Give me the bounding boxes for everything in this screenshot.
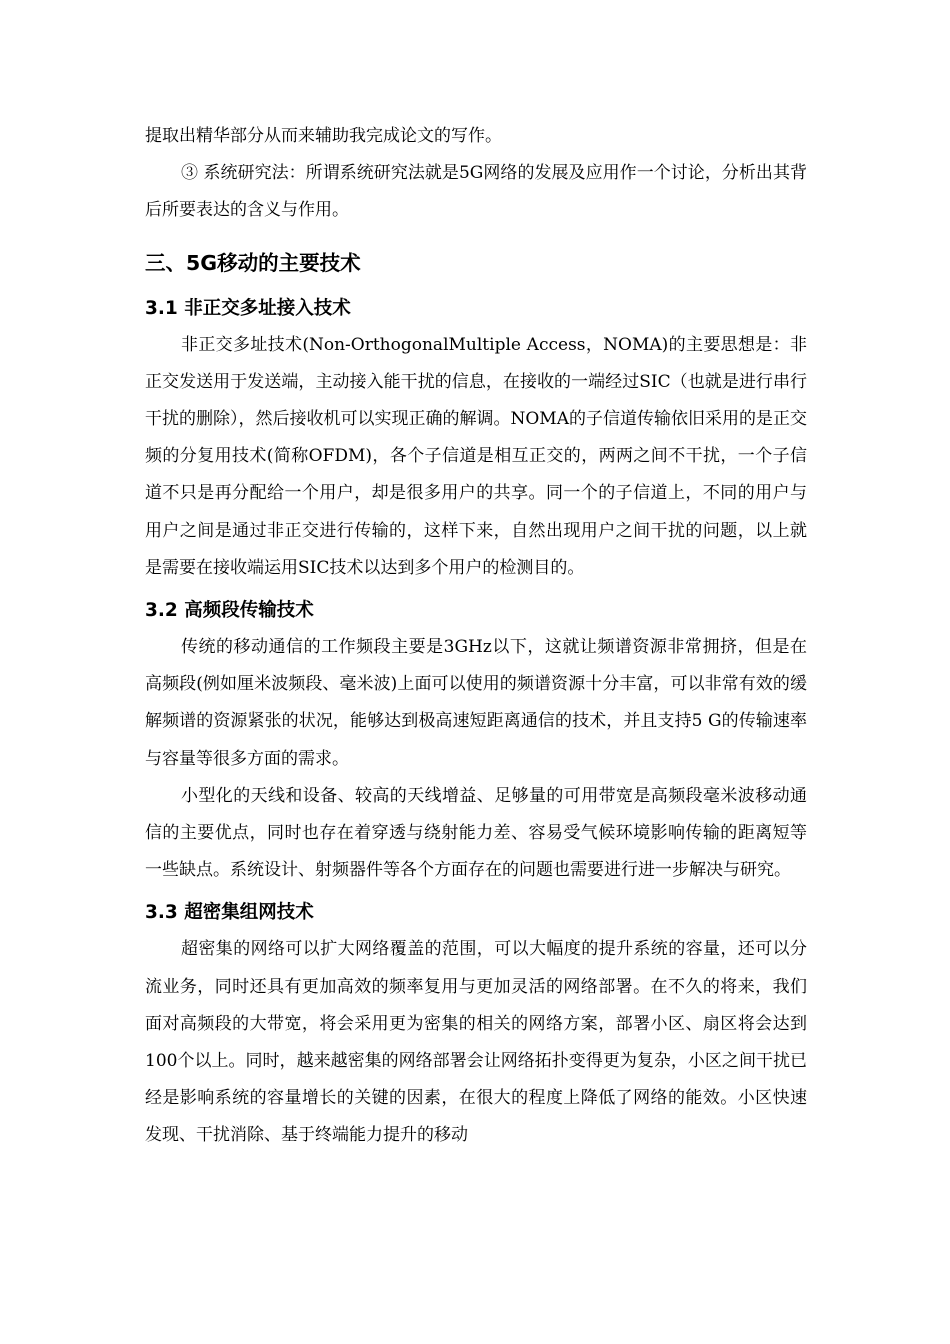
section-3-3-paragraph: 超密集的网络可以扩大网络覆盖的范围，可以大幅度的提升系统的容量，还可以分流业务，同时还具有更加高效的频率复用与更加灵活的网络部署。在不久的将来，我们面对高频段的大带宽，将会采用更为密集的相关的网络方案，部署小区、扇区将会达到100个以上。同时，越来越密集的网络部署会让网络拓扑变得更为复杂，小区之间干扰已经是影响系统的容量增长的关键的因素，在很大的程度上降低了网络的能效。小区快速发现、干扰消除、基于终端能力提升的移动	[145, 939, 807, 1146]
paragraph-intro-end: 提取出精华部分从而来辅助我完成论文的写作。	[145, 126, 502, 146]
section-3-1-heading: 3.1 非正交多址接入技术	[145, 297, 351, 319]
paragraph-method-3: ③ 系统研究法：所谓系统研究法就是5G网络的发展及应用作一个讨论，分析出其背后所要表达的含义与作用。	[145, 163, 807, 221]
section-3-2-paragraph-1: 传统的移动通信的工作频段主要是3GHz以下，这就让频谱资源非常拥挤，但是在高频段(例如厘米波频段、毫米波)上面可以使用的频谱资源十分丰富，可以非常有效的缓解频谱的资源紧张的状况，能够达到极高速短距离通信的技术，并且支持5 G的传输速率与容量等很多方面的需求。	[145, 637, 807, 769]
page-content	[145, 118, 807, 1155]
section-3-2-heading: 3.2 高频段传输技术	[145, 600, 314, 622]
section-3-2-paragraph-2: 小型化的天线和设备、较高的天线增益、足够量的可用带宽是高频段毫米波移动通信的主要优点，同时也存在着穿透与绕射能力差、容易受气候环境影响传输的距离短等一些缺点。系统设计、射频器件等各个方面存在的问题也需要进行进一步解决与研究。	[145, 785, 807, 881]
section-3-heading: 三、5G移动的主要技术	[145, 250, 361, 275]
section-3-1-paragraph: 非正交多址技术(Non-OrthogonalMultiple Access，NOMA)的主要思想是：非正交发送用于发送端，主动接入能干扰的信息，在接收的一端经过SIC（也就是进行串行干扰的删除），然后接收机可以实现正确的解调。NOMA的子信道传输依旧采用的是正交频的分复用技术(简称OFDM)，各个子信道是相互正交的，两两之间不干扰，一个子信道不只是再分配给一个用户，却是很多用户的共享。同一个的子信道上，不同的用户与用户之间是通过非正交进行传输的，这样下来，自然出现用户之间干扰的问题，以上就是需要在接收端运用SIC技术以达到多个用户的检测目的。	[145, 334, 807, 578]
section-3-3-heading: 3.3 超密集组网技术	[145, 902, 314, 924]
